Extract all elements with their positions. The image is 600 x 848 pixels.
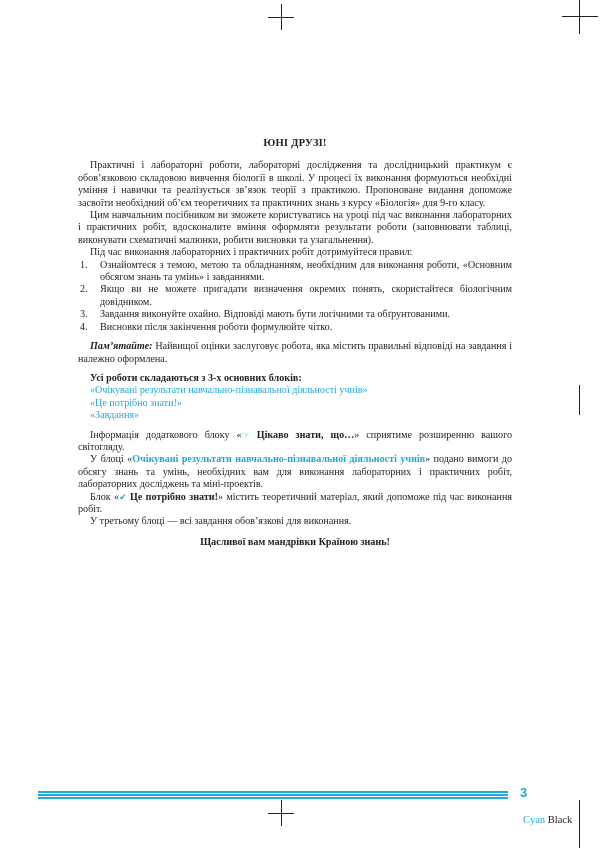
remember-text: Найвищої оцінки заслуговує робота, яка містить правильні відповіді на завдання і належно оформлена. [78,341,512,365]
page-content [78,138,512,549]
page-title: ЮНІ ДРУЗІ! [263,138,327,149]
footer-rule-1 [38,791,508,793]
remember-note [78,341,512,366]
info-paragraph-1: Інформація додаткового блоку «☞ Цікаво знати, що…» сприятиме розширенню вашого світогляду. [78,429,513,453]
plate-cyan: Cyan [523,815,546,826]
remember-label: Пам’ятайте: [90,341,153,353]
list-item: 1. Ознайомтеся з темою, метою та обладнанням, необхідним для виконання роботи, «Основним обсягом знань та умінь» і завданнями. [80,259,512,284]
blocks-list [78,373,512,423]
checkmark-icon: ✔ [119,492,127,503]
rules-list [78,260,512,334]
list-item: 3. Завдання виконуйте охайно. Відповіді мають бути логічними та обґрунтованими. [80,309,451,321]
blocks-heading: Усі роботи складаються з 3-х основних блоків: [90,372,302,384]
crop-mark-top-right-h [562,16,598,17]
crop-mark-top-center-v [281,4,282,30]
crop-mark-bottom-right-v [579,800,580,848]
footer-rule-2 [38,794,508,796]
crop-mark-right-middle-v [579,385,580,415]
block-item-results: «Очікувані результати навчально-пізнавальної діяльності учнів» [90,385,368,397]
info-paragraph-4: У третьому блоці — всі завдання обов’язкові для виконання. [90,516,352,528]
info-paragraph-2: У блоці «Очікувані результати навчально-пізнавальної діяльності учнів» подано вимоги до обсягу знань та умінь, необхідних вам для виконання лабораторних і практичних робіт, лабораторних досліджень та міні-проектів. [78,454,512,491]
closing-line: Щасливої вам мандрівки Країною знань! [200,536,390,548]
page-number: 3 [520,785,528,800]
intro-paragraph-2: Цим навчальним посібником ви зможете користуватись на уроці під час виконання лабораторних і практичних робіт, вдосконалите вміння оформляти результати роботи (заповнювати таблиці, виконувати схематичні малюнки, робити висновки та узагальнення). [78,210,512,246]
list-item: 2. Якщо ви не можете пригадати визначення окремих понять, скористайтеся біологічним довідником. [80,284,512,308]
intro-paragraph-3: Під час виконання лабораторних і практичних робіт дотримуйтеся правил: [90,247,413,259]
list-item: 4. Висновки після закінчення роботи формулюйте чітко. [80,321,333,333]
plate-black: Black [547,815,573,826]
intro-paragraph-1: Практичні і лабораторні роботи, лабораторні дослідження та дослідницький практикум є обов’язковою складовою вивчення біології в школі. У процесі їх виконання формуються необхідні уміння і навички та реалізується зв’язок теорії з практикою. Пропоноване видання допоможе засвоїти необхідний об’єм теоретичних та практичних знань з курсу «Біологія» для 9-го класу. [78,160,512,209]
info-paragraph-3: Блок «✔ Це потрібно знати!» містить теоретичний матеріал, який допоможе під час виконання робіт. [78,491,512,515]
color-plates-label [523,815,572,826]
footer-rule-3 [38,797,508,799]
crop-mark-bottom-center-v [281,800,282,826]
crop-mark-top-right-v [579,0,580,34]
hand-pointing-icon: ☞ [241,430,250,441]
block-item-tasks: «Завдання» [90,410,140,422]
block-item-need-to-know: «Це потрібно знати!» [90,397,182,409]
